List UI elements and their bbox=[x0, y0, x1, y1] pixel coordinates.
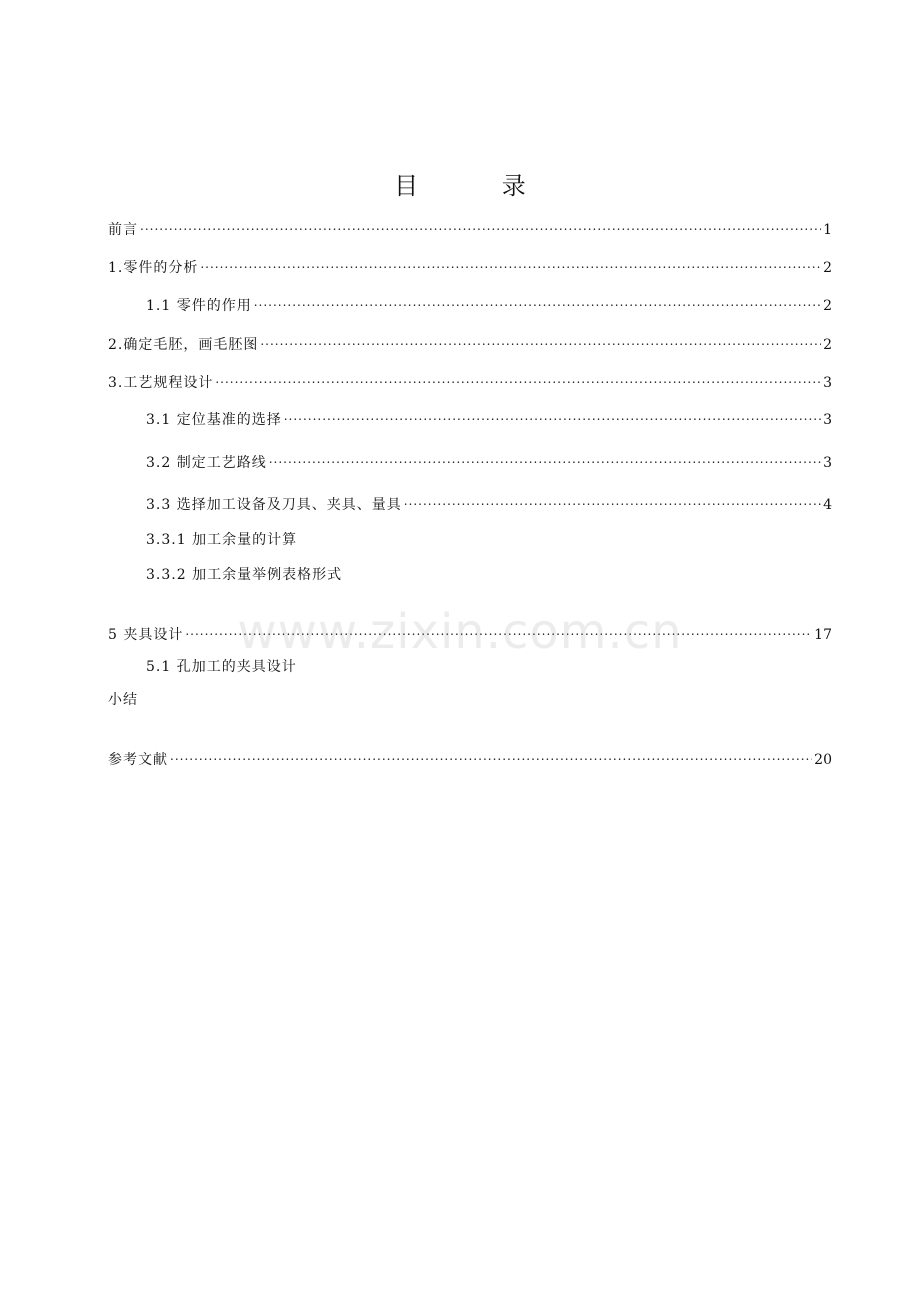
toc-entry-references[interactable] bbox=[108, 744, 832, 768]
toc-leader-dots bbox=[200, 252, 821, 272]
toc-entry-label: 5 夹具设计 bbox=[108, 627, 184, 643]
toc-entry-label: 1.1 零件的作用 bbox=[146, 298, 252, 314]
toc-page-number: 17 bbox=[814, 627, 832, 643]
toc-entry-part-analysis[interactable] bbox=[108, 252, 832, 276]
toc-entry-fixture-design[interactable] bbox=[108, 619, 832, 643]
toc-leader-dots bbox=[170, 744, 812, 764]
toc-entry-label: 2.确定毛胚，画毛胚图 bbox=[108, 337, 259, 353]
toc-page-number: 2 bbox=[823, 260, 832, 276]
toc-page-number: 1 bbox=[823, 222, 832, 238]
toc-leader-dots bbox=[215, 367, 821, 387]
toc-leader-dots bbox=[254, 290, 821, 310]
page-title: 目 录 bbox=[394, 172, 564, 200]
toc-entry-preface[interactable] bbox=[108, 214, 832, 238]
toc-entry-blank-drawing[interactable] bbox=[108, 329, 832, 353]
toc-page-number: 20 bbox=[814, 752, 832, 768]
toc-entry-part-function[interactable] bbox=[146, 290, 832, 314]
toc-entry-label: 3.3 选择加工设备及刀具、夹具、量具 bbox=[146, 497, 402, 513]
toc-entry-hole-fixture[interactable]: 5.1 孔加工的夹具设计 bbox=[146, 659, 297, 675]
toc-entry-allowance-calc[interactable]: 3.3.1 加工余量的计算 bbox=[146, 532, 298, 548]
toc-entry-label: 参考文献 bbox=[108, 752, 168, 768]
toc-leader-dots bbox=[185, 619, 812, 639]
toc-entry-process-route[interactable] bbox=[146, 447, 832, 471]
toc-page-number: 2 bbox=[823, 298, 832, 314]
toc-entry-label: 3.2 制定工艺路线 bbox=[146, 455, 267, 471]
toc-leader-dots bbox=[269, 447, 821, 467]
toc-leader-dots bbox=[284, 404, 821, 424]
toc-entry-label: 1.零件的分析 bbox=[108, 260, 199, 276]
toc-entry-datum-selection[interactable] bbox=[146, 404, 832, 428]
toc-page-number: 2 bbox=[823, 337, 832, 353]
toc-leader-dots bbox=[404, 489, 821, 509]
toc-entry-equipment-selection[interactable] bbox=[146, 489, 832, 513]
toc-leader-dots bbox=[260, 329, 821, 349]
toc-page-number: 3 bbox=[823, 412, 832, 428]
toc-entry-label: 3.工艺规程设计 bbox=[108, 375, 214, 391]
toc-page-number: 3 bbox=[823, 455, 832, 471]
toc-page-number: 4 bbox=[823, 497, 832, 513]
toc-entry-label: 3.1 定位基准的选择 bbox=[146, 412, 282, 428]
toc-page-number: 3 bbox=[823, 375, 832, 391]
toc-entry-process-design[interactable] bbox=[108, 367, 832, 391]
toc-entry-label: 前言 bbox=[108, 222, 138, 238]
toc-entry-summary[interactable]: 小结 bbox=[108, 692, 138, 708]
toc-leader-dots bbox=[140, 214, 821, 234]
toc-entry-allowance-table[interactable]: 3.3.2 加工余量举例表格形式 bbox=[146, 567, 343, 583]
watermark-text: www.zixin.com.cn bbox=[237, 604, 683, 660]
